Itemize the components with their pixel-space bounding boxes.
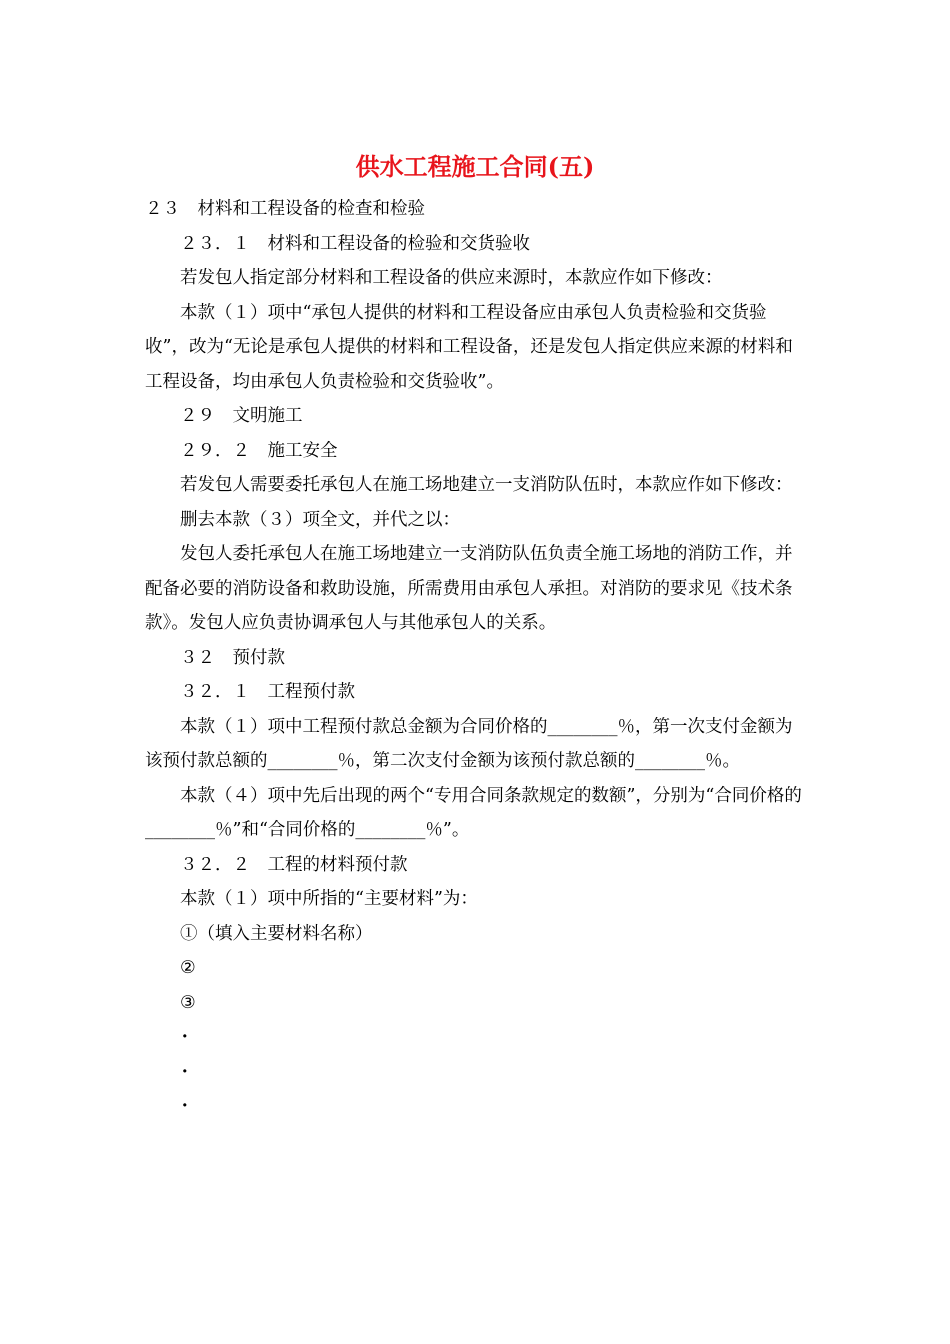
paragraph: 本款（１）项中所指的“主要材料”为： — [180, 889, 478, 909]
list-item: ①（填入主要材料名称） — [180, 923, 373, 944]
subsection-heading: ３２．１ 工程预付款 — [180, 682, 355, 702]
subsection-heading: ２３．１ 材料和工程设备的检验和交货验收 — [180, 233, 530, 254]
section-heading: ３２ 预付款 — [180, 647, 285, 668]
paragraph: 若发包人需要委托承包人在施工场地建立一支消防队伍时，本款应作如下修改： — [180, 475, 793, 495]
list-item: ② — [180, 958, 196, 978]
paragraph: 若发包人指定部分材料和工程设备的供应来源时，本款应作如下修改： — [180, 268, 723, 288]
subsection-heading: ３２．２ 工程的材料预付款 — [180, 854, 408, 875]
section-heading: ２３ 材料和工程设备的检查和检验 — [145, 199, 425, 219]
paragraph: 本款（４）项中先后出现的两个“专用合同条款规定的数额”，分别为“合同价格的________％”和“合同价格的________％”。 — [145, 785, 802, 840]
bullet-dot: · — [181, 1027, 188, 1047]
bullet-dot: · — [181, 1096, 188, 1116]
paragraph: 本款（１）项中“承包人提供的材料和工程设备应由承包人负责检验和交货验收”，改为“无论是承包人提供的材料和工程设备，还是发包人指定供应来源的材料和工程设备，均由承包人负责检验和交货验收”。 — [145, 302, 793, 392]
list-item: ③ — [180, 992, 196, 1013]
document-body — [145, 192, 805, 1124]
subsection-heading: ２９．２ 施工安全 — [180, 440, 338, 461]
document-title: 供水工程施工合同(五) — [355, 152, 595, 181]
paragraph: 本款（１）项中工程预付款总金额为合同价格的________％，第一次支付金额为该预付款总额的________％，第二次支付金额为该预付款总额的________％。 — [145, 716, 793, 771]
section-heading: ２９ 文明施工 — [180, 406, 303, 426]
bullet-dot: · — [181, 1061, 188, 1082]
paragraph: 删去本款（３）项全文，并代之以： — [180, 509, 460, 530]
paragraph: 发包人委托承包人在施工场地建立一支消防队伍负责全施工场地的消防工作，并配备必要的消防设备和救助设施，所需费用由承包人承担。对消防的要求见《技术条款》。发包人应负责协调承包人与其他承包人的关系。 — [145, 544, 793, 633]
